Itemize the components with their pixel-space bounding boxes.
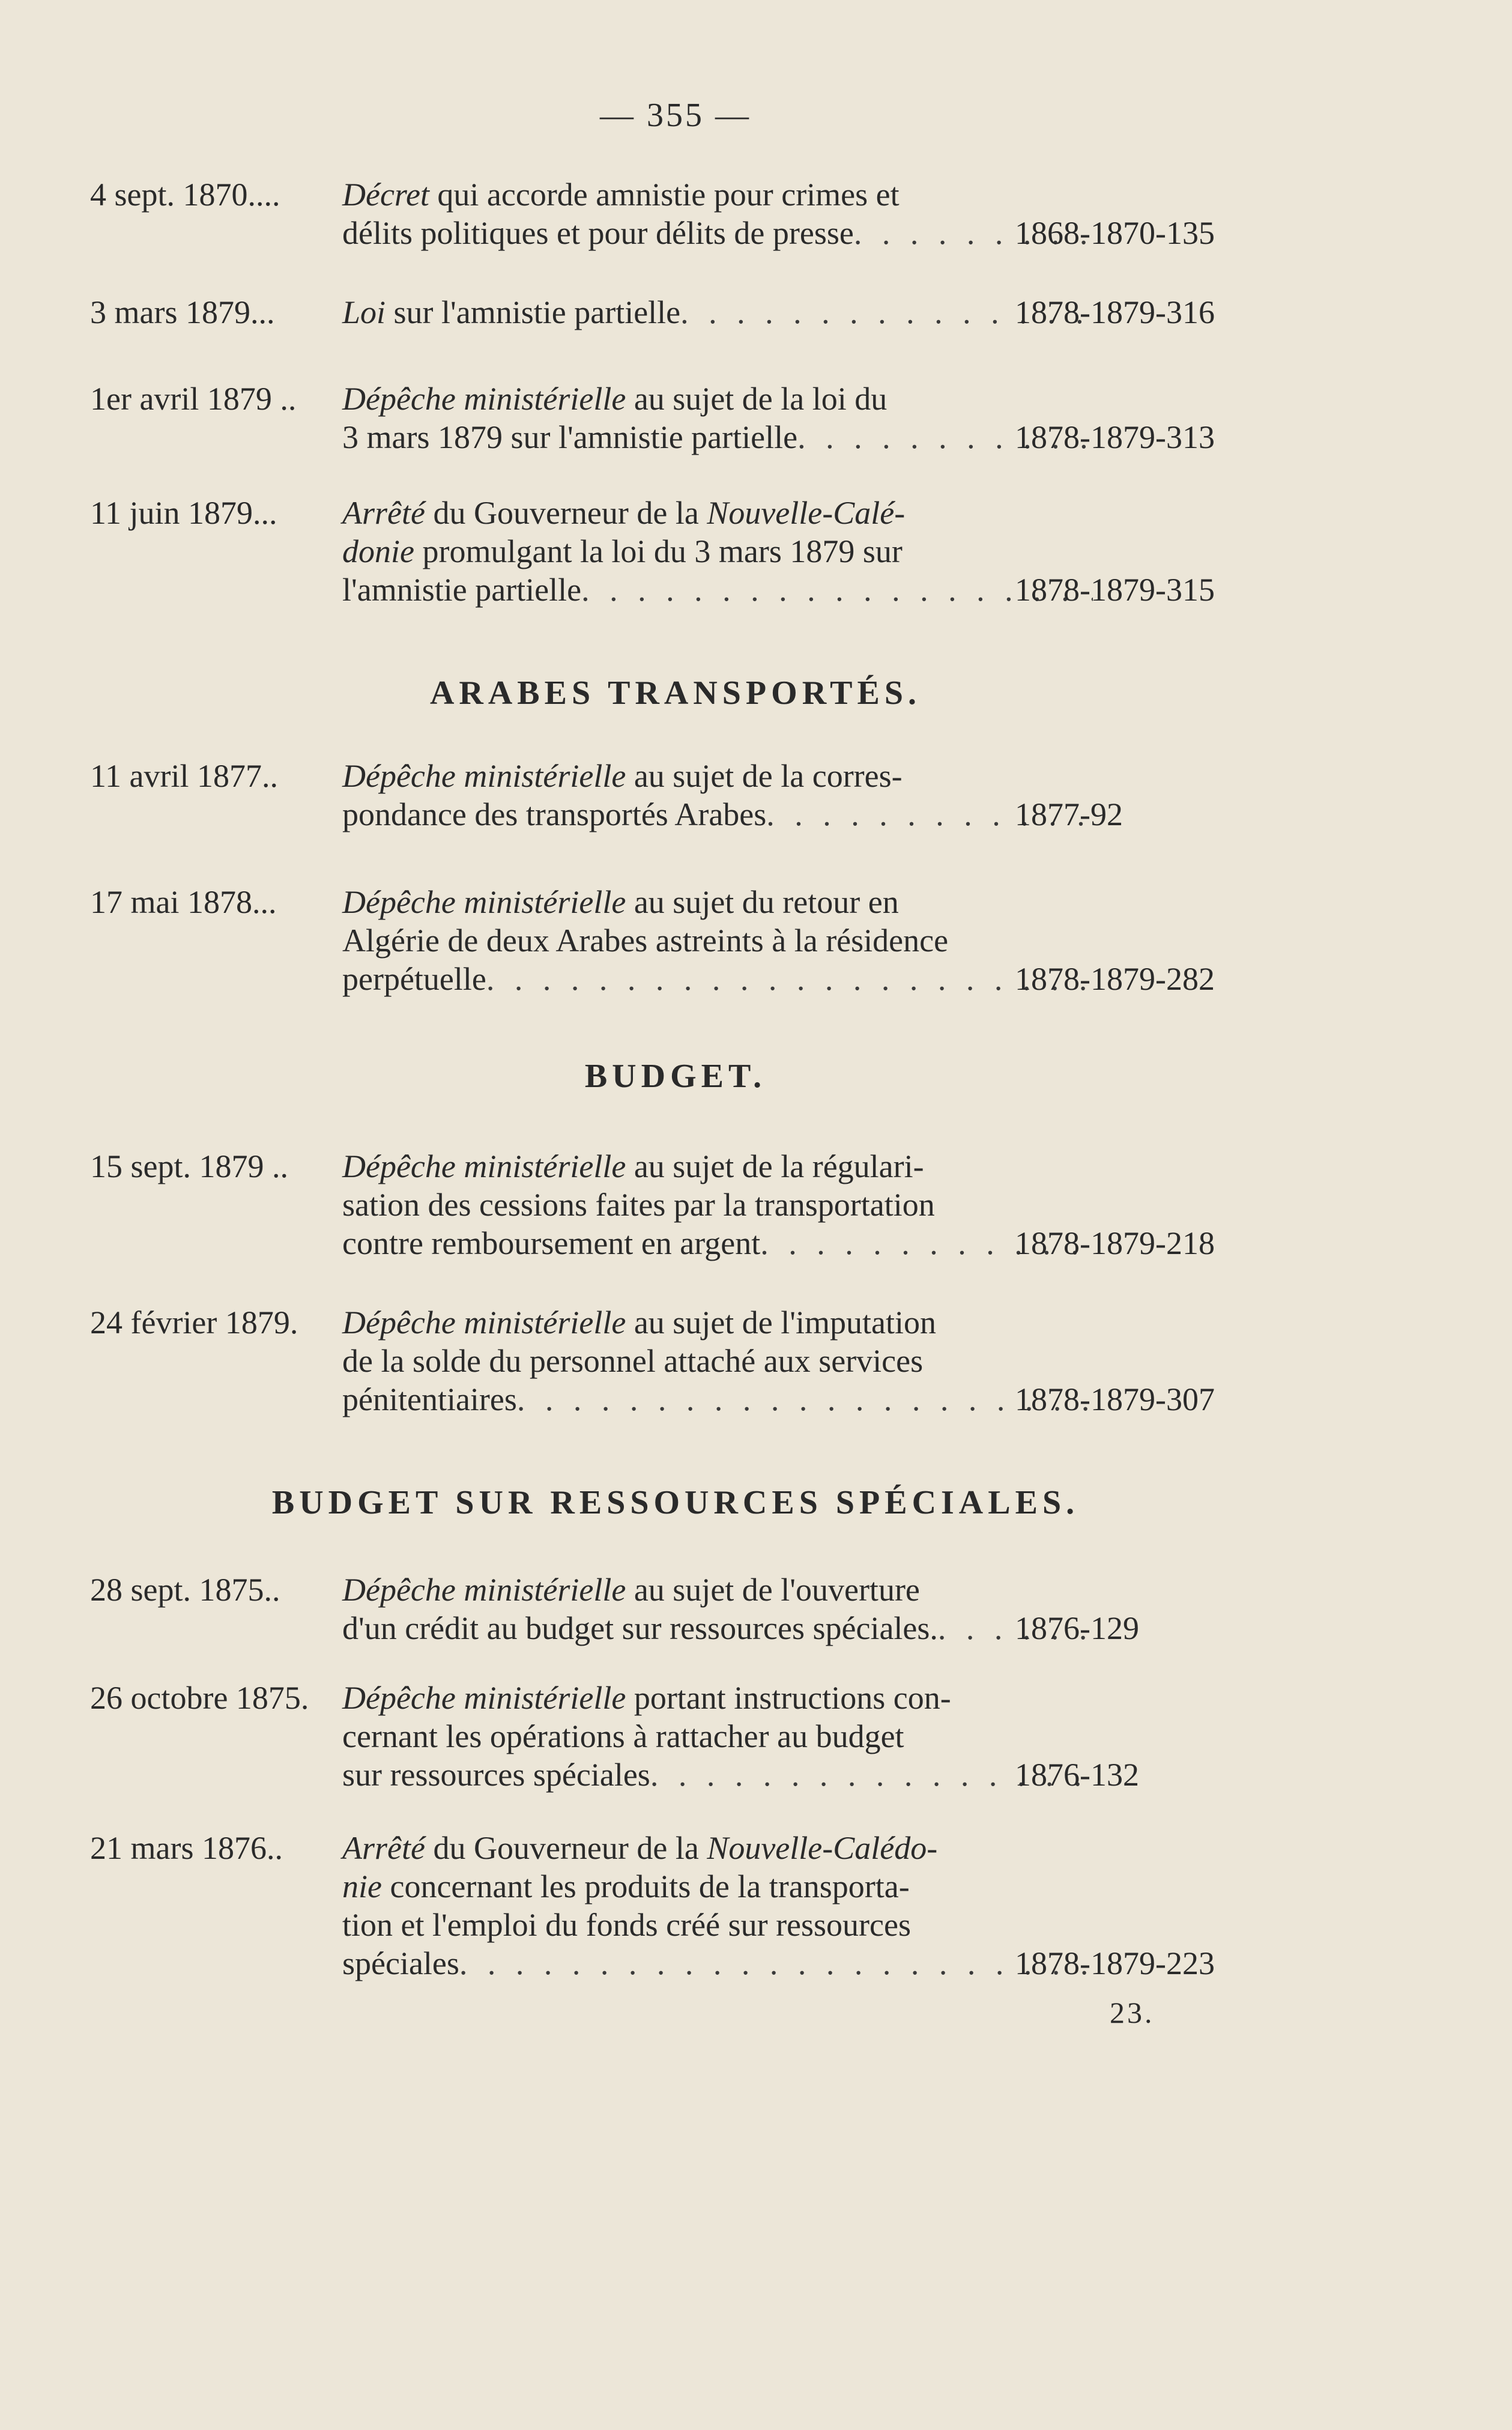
index-entry (90, 757, 1243, 834)
description-line (342, 1147, 924, 1186)
index-entry (90, 380, 1243, 456)
page-number: — 355 — (600, 97, 751, 134)
line-text: concernant les produits de la transporta- (381, 1868, 910, 1904)
description-line (342, 418, 797, 456)
line-text: cernant les opérations à rattacher au budget (342, 1718, 904, 1754)
line-text: sur ressources spéciales (342, 1757, 650, 1793)
line-text: sation des cessions faites par la transportation (342, 1187, 935, 1223)
entry-reference: 1876-129 (1015, 1610, 1139, 1646)
line-text: tion et l'emploi du fonds créé sur ressources (342, 1907, 911, 1943)
description-line (342, 532, 903, 571)
entry-reference: 1878-1879-307 (1015, 1381, 1215, 1417)
entry-description (342, 380, 1093, 456)
description-line (342, 293, 680, 332)
line-italic-text: donie (342, 533, 414, 569)
signature-mark: 23. (1110, 1996, 1155, 2029)
index-entry (90, 1303, 1243, 1419)
line-text: l'amnistie partielle (342, 572, 582, 608)
line-text: du Gouverneur de la (425, 1830, 707, 1866)
description-line (342, 921, 948, 960)
index-entry (90, 293, 1243, 332)
entry-reference: 1878-1879-218 (1015, 1225, 1215, 1261)
description-line (342, 1380, 517, 1419)
entry-date: 3 mars 1879... (90, 294, 275, 330)
entry-description (342, 175, 1093, 252)
line-italic-text: Dépêche ministérielle (342, 1304, 626, 1341)
description-line (342, 1609, 938, 1647)
entry-reference: 1878-1879-315 (1015, 572, 1215, 608)
line-text: de la solde du personnel attaché aux services (342, 1343, 924, 1379)
description-line (342, 795, 766, 834)
line-text: au sujet de l'imputation (626, 1304, 936, 1341)
entry-date: 28 sept. 1875.. (90, 1572, 280, 1608)
dot-leader (517, 1380, 1093, 1419)
entry-description (342, 1303, 1093, 1419)
line-italic-text: Dépêche ministérielle (342, 1148, 626, 1184)
entry-description (342, 494, 1093, 609)
entry-description (342, 1679, 1093, 1794)
line-text: au sujet de l'ouverture (626, 1572, 920, 1608)
line-text: perpétuelle (342, 961, 486, 997)
line-italic-text: nie (342, 1868, 382, 1904)
description-line (342, 757, 903, 795)
line-italic-text: Dépêche ministérielle (342, 758, 626, 794)
line-text: spéciales (342, 1945, 459, 1981)
index-entry (90, 1829, 1243, 1983)
entry-date: 11 juin 1879... (90, 495, 277, 531)
description-line (342, 380, 887, 418)
entry-description (342, 1147, 1093, 1262)
line-text: du Gouverneur de la (425, 495, 707, 531)
entry-reference: 1878-1879-313 (1015, 419, 1215, 455)
entry-reference: 1868-1870-135 (1015, 215, 1215, 251)
line-text: délits politiques et pour délits de presse (342, 215, 854, 251)
line-italic-text: Arrêté (342, 1830, 425, 1866)
entry-date: 24 février 1879. (90, 1304, 298, 1341)
line-text: qui accorde amnistie pour crimes et (429, 177, 900, 213)
entry-description (342, 883, 1093, 998)
entry-reference: 1876-132 (1015, 1757, 1139, 1793)
entry-date: 15 sept. 1879 .. (90, 1148, 288, 1184)
line-text: au sujet de la loi du (626, 381, 888, 417)
section-heading: BUDGET. (584, 1058, 767, 1095)
description-line (342, 494, 905, 532)
index-entry (90, 494, 1243, 609)
description-line (342, 1756, 650, 1794)
line-italic-text: Nouvelle-Calé- (707, 495, 906, 531)
description-line (342, 1867, 910, 1906)
description-line (342, 175, 900, 214)
entry-description (342, 757, 1093, 834)
description-line (342, 1186, 935, 1224)
dot-leader (486, 960, 1093, 998)
line-italic-text: Dépêche ministérielle (342, 884, 626, 920)
entry-date: 21 mars 1876.. (90, 1830, 283, 1866)
description-line (342, 214, 854, 252)
entry-date: 1er avril 1879 .. (90, 381, 297, 417)
line-text: au sujet de la régulari- (626, 1148, 924, 1184)
line-text: promulgant la loi du 3 mars 1879 sur (414, 533, 903, 569)
line-text: contre remboursement en argent (342, 1225, 761, 1261)
line-text: pénitentiaires (342, 1381, 517, 1417)
index-entry (90, 883, 1243, 998)
entry-reference: 1878-1879-316 (1015, 294, 1215, 330)
description-line (342, 1342, 923, 1380)
line-italic-text: Dépêche ministérielle (342, 1572, 626, 1608)
description-line (342, 1906, 911, 1944)
line-text: d'un crédit au budget sur ressources spéciales. (342, 1610, 938, 1646)
entry-description (342, 1829, 1093, 1983)
entry-date: 17 mai 1878... (90, 884, 277, 920)
entry-reference: 1877-92 (1015, 796, 1123, 832)
index-entry (90, 1147, 1243, 1262)
line-text: Algérie de deux Arabes astreints à la résidence (342, 923, 949, 959)
description-line (342, 1829, 937, 1867)
entry-date: 26 octobre 1875. (90, 1680, 309, 1716)
description-line (342, 960, 486, 998)
entry-date: 11 avril 1877.. (90, 758, 278, 794)
description-line (342, 571, 581, 609)
description-line (342, 1224, 760, 1262)
line-italic-text: Nouvelle-Calédo- (707, 1830, 938, 1866)
description-line (342, 1944, 459, 1983)
description-line (342, 1571, 920, 1609)
index-entry (90, 1571, 1243, 1647)
section-heading: BUDGET SUR RESSOURCES SPÉCIALES. (271, 1484, 1080, 1521)
line-italic-text: Décret (342, 177, 429, 213)
description-line (342, 1717, 904, 1756)
line-text: sur l'amnistie partielle (386, 294, 681, 330)
entry-reference: 1878-1879-223 (1015, 1945, 1215, 1981)
dot-leader (459, 1944, 1093, 1983)
line-text: au sujet du retour en (626, 884, 899, 920)
line-text: au sujet de la corres- (626, 758, 903, 794)
description-line (342, 1679, 951, 1717)
line-italic-text: Loi (342, 294, 386, 330)
line-italic-text: Dépêche ministérielle (342, 1680, 626, 1716)
description-line (342, 883, 899, 921)
description-line (342, 1303, 936, 1342)
line-text: portant instructions con- (626, 1680, 951, 1716)
entry-reference: 1878-1879-282 (1015, 961, 1215, 997)
index-entry (90, 175, 1243, 252)
entry-description (342, 1571, 1093, 1647)
line-text: 3 mars 1879 sur l'amnistie partielle (342, 419, 798, 455)
entry-description (342, 293, 1093, 332)
line-text: pondance des transportés Arabes (342, 796, 767, 832)
line-italic-text: Arrêté (342, 495, 425, 531)
section-heading: ARABES TRANSPORTÉS. (429, 674, 922, 712)
line-italic-text: Dépêche ministérielle (342, 381, 626, 417)
index-entry (90, 1679, 1243, 1794)
entry-date: 4 sept. 1870.... (90, 177, 280, 213)
